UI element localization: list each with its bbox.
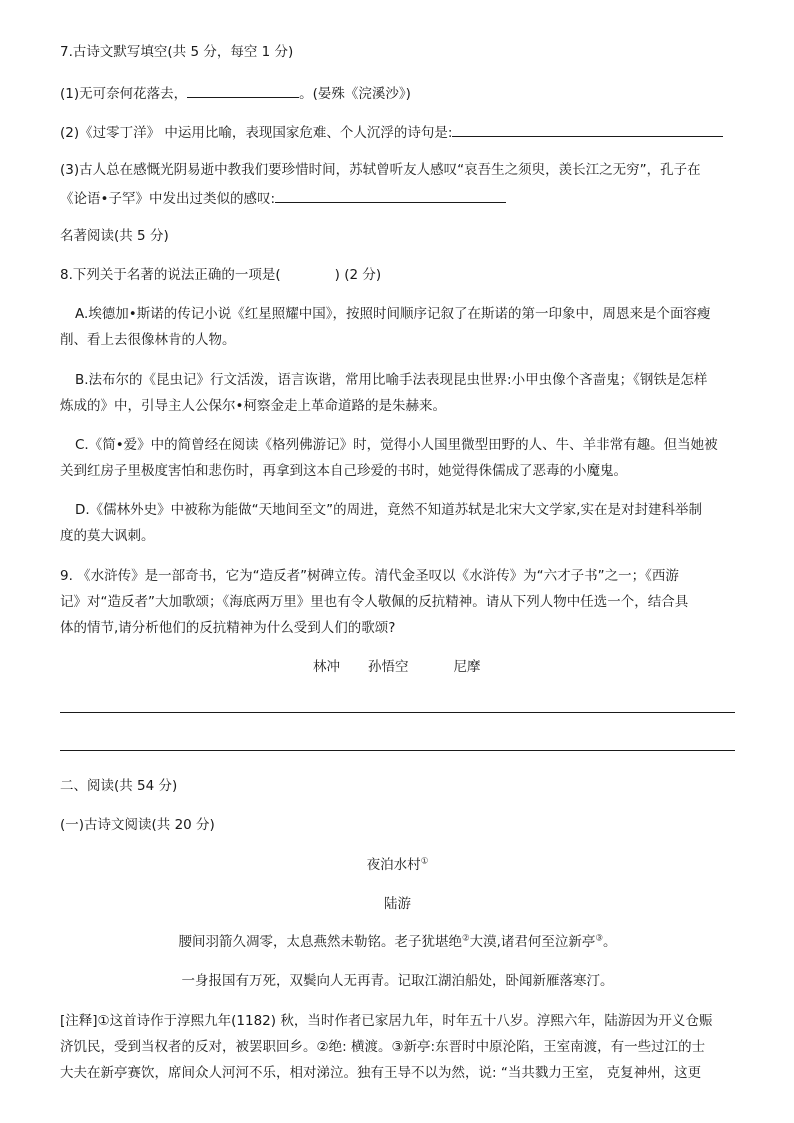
notes-line-2: 济饥民，受到当权者的反对，被罢职回乡。②绝: 横渡。③新亭:东晋时中原沦陷，王室南渡，有一些过江的士 bbox=[60, 1039, 706, 1055]
answer-line-2[interactable] bbox=[60, 750, 735, 751]
section-2-title: 二、阅读(共 54 分) bbox=[60, 778, 178, 794]
q9-line3: 体的情节,请分析他们的反抗精神为什么受到人们的歌颂? bbox=[60, 620, 396, 636]
answer-line-1[interactable] bbox=[60, 712, 735, 713]
q8-option-c-line2: 关到红房子里极度害怕和悲伤时，再拿到这本自己珍爱的书时，她觉得侏儒成了恶毒的小魔鬼。 bbox=[60, 463, 627, 479]
q7-item-1-post: 。(晏殊《浣溪沙》) bbox=[299, 86, 411, 102]
poem-title-text: 夜泊水村 bbox=[366, 857, 421, 873]
q7-item-2 bbox=[60, 121, 723, 143]
q8-option-a-line1: A.埃德加•斯诺的传记小说《红星照耀中国》，按照时间顺序记叙了在斯诺的第一印象中，周恩来是个面容瘦 bbox=[75, 306, 711, 322]
q7-item-1 bbox=[60, 82, 411, 104]
poem-note-ref-3: ③ bbox=[595, 933, 604, 944]
section-2-subtitle: (一)古诗文阅读(共 20 分) bbox=[60, 817, 215, 833]
q9-line2: 记》对“造反者”大加歌颂；《海底两万里》里也有令人敬佩的反抗精神。请从下列人物中任选一个，结合具 bbox=[60, 594, 689, 610]
q7-item-1-pre: (1)无可奈何花落去， bbox=[60, 86, 188, 102]
q8-option-b-line2: 炼成的》中，引导主人公保尔•柯察金走上革命道路的是朱赫来。 bbox=[60, 398, 446, 414]
poem-line-1-part-c: 。 bbox=[603, 934, 617, 950]
q8-option-c-line1: C.《简•爱》中的简曾经在阅读《格列佛游记》时，觉得小人国里微型田野的人、牛、羊非常有趣。但当她被 bbox=[75, 437, 718, 453]
q7-title: 7.古诗文默写填空(共 5 分，每空 1 分) bbox=[60, 44, 294, 60]
notes-line-3: 大夫在新亭赛饮，席间众人河河不乐，相对涕泣。独有王导不以为然，说: “当共戮力王室， 克复神州，这更 bbox=[60, 1065, 702, 1081]
q9-character-list bbox=[313, 657, 481, 677]
poem-title bbox=[60, 855, 735, 875]
q8-stem: 8.下列关于名著的说法正确的一项是( ) (2 分) bbox=[60, 267, 382, 283]
q8-option-d-line2: 度的莫大讽刺。 bbox=[60, 528, 155, 544]
q8-option-b-line1: B.法布尔的《昆虫记》行文活泼，语言诙谐，常用比喻手法表现昆虫世界:小甲虫像个吝啬鬼；《钢铁是怎样 bbox=[75, 372, 708, 388]
q8-option-d-line1: D.《儒林外史》中被称为能做“天地间至文”的周进，竟然不知道苏轼是北宋大文学家,实在是对封建科举制 bbox=[75, 502, 702, 518]
poem-line-1-part-b: 大漠,诸君何至泣新亭 bbox=[469, 934, 596, 950]
q7-item-3-line2 bbox=[60, 187, 506, 209]
character-name: 孙悟空 bbox=[368, 659, 409, 675]
q7-item-3-pre: 《论语•子罕》中发出过类似的感叹: bbox=[60, 191, 276, 207]
q7-item-3-line1: (3)古人总在感慨光阴易逝中教我们要珍惜时间，苏轼曾听友人感叹“哀吾生之须臾，羡长江之无穷”，孔子在 bbox=[60, 162, 701, 178]
q9-line1: 9. 《水浒传》是一部奇书，它为“造反者”树碑立传。清代金圣叹以《水浒传》为“六才子书”之一；《西游 bbox=[60, 568, 679, 584]
notes-line-1: [注释]①这首诗作于淳熙九年(1182) 秋，当时作者已家居九年，时年五十八岁。淳熙六年，陆游因为开义仓赈 bbox=[60, 1013, 713, 1029]
poem-author: 陆游 bbox=[384, 896, 411, 912]
character-name: 林冲 bbox=[313, 659, 340, 675]
poem-title-note: ① bbox=[420, 856, 429, 867]
poem-line-1-part-a: 腰间羽箭久凋零，太息燕然未勒铭。老子犹堪绝 bbox=[178, 934, 462, 950]
answer-blank-1[interactable] bbox=[187, 82, 299, 98]
poem-line-2: 一身报国有万死，双鬓向人无再青。记取江湖泊船处，卧闻新雁落寒汀。 bbox=[181, 973, 614, 989]
poem-note-ref-2: ② bbox=[461, 933, 470, 944]
answer-blank-3[interactable] bbox=[275, 187, 506, 203]
classics-section-title: 名著阅读(共 5 分) bbox=[60, 228, 169, 244]
answer-blank-2[interactable] bbox=[452, 121, 723, 137]
q8-option-a-line2: 削、看上去很像林肯的人物。 bbox=[60, 332, 236, 348]
character-name: 尼摩 bbox=[453, 659, 481, 675]
poem-line-1 bbox=[60, 932, 735, 952]
q7-item-2-pre: (2)《过零丁洋》 中运用比喻，表现国家危难、个人沉浮的诗句是: bbox=[60, 125, 453, 141]
